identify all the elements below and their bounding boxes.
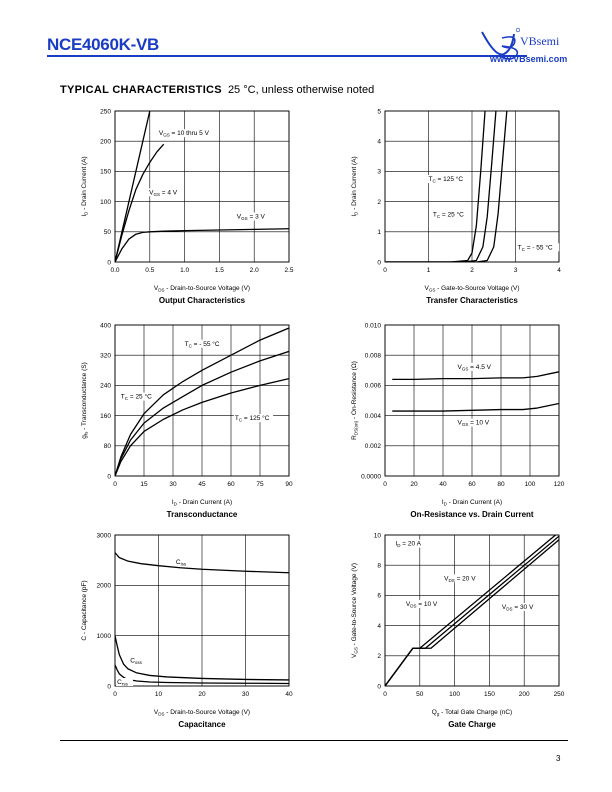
x-tick-label: 0 xyxy=(113,691,117,698)
y-tick-label: 8 xyxy=(377,562,381,570)
section-title-condition: 25 °C, unless otherwise noted xyxy=(227,84,375,96)
y-tick-label: 4 xyxy=(377,622,381,630)
x-tick-label: 1.5 xyxy=(214,267,224,274)
y-tick-label: 80 xyxy=(103,443,111,451)
header-rule xyxy=(47,55,527,57)
y-tick-label: 0.006 xyxy=(364,382,381,390)
y-tick-label: 160 xyxy=(100,412,111,420)
x-tick-label: 40 xyxy=(439,481,447,488)
chart-title: Output Characteristics xyxy=(158,296,246,305)
y-tick-label: 2 xyxy=(377,653,381,661)
series-annotation: $V_{DS} = 10$ V xyxy=(405,600,438,609)
x-axis-label: $Q_g$ - Total Gate Charge (nC) xyxy=(431,709,513,717)
x-axis-label: $I_D$ - Drain Current (A) xyxy=(171,499,233,507)
x-tick-label: 3 xyxy=(513,267,518,274)
grid xyxy=(385,325,559,476)
x-tick-label: 0.0 xyxy=(110,267,120,274)
series-annotation: $T_C$ = - 55 °C xyxy=(517,244,553,252)
x-tick-label: 4 xyxy=(557,267,561,274)
series-annotation: $T_C$ = - 55 °C xyxy=(184,340,220,349)
series-line-1 xyxy=(385,111,485,262)
x-tick-label: 75 xyxy=(256,481,264,488)
y-tick-label: 0.008 xyxy=(364,352,381,360)
section-title-bold: TYPICAL CHARACTERISTICS xyxy=(60,84,222,96)
x-tick-label: 40 xyxy=(285,691,293,698)
series-annotation: $V_{GS} = 4$ V xyxy=(149,189,178,197)
y-axis-label: $R_{DS(on)}$ - On-Resistance (Ω) xyxy=(351,361,359,440)
y-tick-label: 320 xyxy=(100,352,111,360)
y-tick-label: 3000 xyxy=(96,532,111,540)
transconductance-chart xyxy=(70,314,310,529)
series-annotation: $T_C = 125$ °C xyxy=(428,176,464,184)
y-tick-label: 0.002 xyxy=(364,443,381,451)
y-tick-label: 1 xyxy=(377,229,381,237)
footer-rule xyxy=(60,740,568,741)
x-tick-label: 100 xyxy=(524,481,536,488)
y-axis-label: $V_{GS}$ - Gate-to-Source Voltage (V) xyxy=(351,562,359,659)
series-annotation: $V_{GS} = 10$ thru 5 V xyxy=(158,130,209,138)
x-tick-label: 250 xyxy=(553,691,565,698)
x-tick-label: 20 xyxy=(410,481,418,488)
x-tick-label: 100 xyxy=(449,691,461,698)
x-tick-label: 0 xyxy=(383,691,387,698)
y-tick-label: 150 xyxy=(100,168,111,176)
x-tick-label: 1 xyxy=(426,267,431,274)
x-tick-label: 0 xyxy=(383,481,387,488)
transfer-characteristics-chart xyxy=(340,100,580,315)
y-tick-label: 3 xyxy=(377,168,381,176)
y-tick-label: 0 xyxy=(107,683,111,691)
chart-title: Gate Charge xyxy=(448,720,496,729)
x-tick-label: 0.5 xyxy=(145,267,155,274)
y-tick-label: 400 xyxy=(100,322,111,330)
series-annotation: $T_C = 25$ °C xyxy=(432,211,464,220)
series-annotation: $T_C = 25$ °C xyxy=(120,393,152,402)
series-line-1 xyxy=(392,372,559,380)
x-tick-label: 0 xyxy=(383,267,387,274)
series-annotation: $C_{oss}$ xyxy=(130,657,142,665)
section-title xyxy=(60,84,374,96)
part-number: NCE4060K-VB xyxy=(47,35,159,54)
y-tick-label: 5 xyxy=(377,108,381,116)
logo-text: VBsemi xyxy=(520,34,560,48)
series-annotation: $I_D = 20$ A xyxy=(395,540,421,549)
page-number: 3 xyxy=(556,754,561,763)
y-tick-label: 240 xyxy=(100,382,111,390)
series-annotation: $V_{GS} = 4.5$ V xyxy=(457,363,491,372)
series-line-3 xyxy=(385,535,565,686)
x-axis-label: $V_{DS}$ - Drain-to-Source Voltage (V) xyxy=(153,709,251,717)
series-line-3 xyxy=(385,111,507,262)
y-axis-label: $g_{fs}$ - Transconductance (S) xyxy=(81,362,89,439)
on-resistance-chart xyxy=(340,314,580,529)
y-axis-label: C - Capacitance (pF) xyxy=(81,580,88,641)
x-tick-label: 120 xyxy=(553,481,565,488)
y-tick-label: 2 xyxy=(377,198,381,206)
y-tick-label: 0 xyxy=(107,259,111,267)
x-tick-label: 0 xyxy=(113,481,117,488)
y-tick-label: 10 xyxy=(373,532,381,540)
gate-charge-chart xyxy=(340,524,580,739)
series-annotation: $V_{DS} = 20$ V xyxy=(444,575,476,583)
y-tick-label: 1000 xyxy=(96,632,111,640)
x-tick-label: 80 xyxy=(497,481,505,488)
company-url[interactable]: www.VBsemi.com xyxy=(490,54,568,64)
y-tick-label: 200 xyxy=(100,138,111,146)
x-tick-label: 10 xyxy=(154,691,163,698)
x-tick-label: 50 xyxy=(416,691,424,698)
series-line-3 xyxy=(115,229,289,262)
x-tick-label: 45 xyxy=(198,481,206,488)
series-annotation: $T_C = 125$ °C xyxy=(234,415,270,423)
series-annotation: $V_{DS} = 30$ V xyxy=(501,603,534,612)
y-tick-label: 50 xyxy=(103,229,111,237)
output-characteristics-chart xyxy=(70,100,310,315)
grid xyxy=(385,111,559,262)
y-tick-label: 0 xyxy=(377,683,381,691)
y-tick-label: 0.010 xyxy=(364,322,381,330)
x-tick-label: 2 xyxy=(470,267,474,274)
x-axis-label: $V_{DS}$ - Drain-to-Source Voltage (V) xyxy=(153,285,251,293)
chart-title: Transconductance xyxy=(166,510,238,519)
y-tick-label: 100 xyxy=(100,198,111,206)
series-line-2 xyxy=(115,144,164,262)
x-tick-label: 1.0 xyxy=(180,267,190,274)
y-tick-label: 0.004 xyxy=(364,412,381,420)
y-tick-label: 250 xyxy=(100,108,111,116)
x-axis-label: $I_D$ - Drain Current (A) xyxy=(441,499,503,507)
chart-title: Capacitance xyxy=(178,720,226,729)
x-axis-label: $V_{GS}$ - Gate-to-Source Voltage (V) xyxy=(424,285,520,293)
chart-title: Transfer Characteristics xyxy=(426,296,518,305)
y-tick-label: 2000 xyxy=(96,582,111,590)
x-tick-label: 30 xyxy=(241,691,250,698)
x-tick-label: 200 xyxy=(518,691,530,698)
y-tick-label: 0 xyxy=(107,473,111,481)
series-annotation: $C_{rss}$ xyxy=(117,678,128,687)
y-tick-label: 0 xyxy=(377,259,381,267)
y-tick-label: 6 xyxy=(377,592,381,600)
chart-title: On-Resistance vs. Drain Current xyxy=(410,510,534,519)
y-axis-label: $I_D$ - Drain Current (A) xyxy=(351,156,359,217)
series-annotation: $V_{GS} = 3$ V xyxy=(236,213,265,222)
x-tick-label: 60 xyxy=(468,481,476,488)
x-tick-label: 20 xyxy=(198,691,206,698)
x-tick-label: 2.0 xyxy=(249,267,259,274)
series-annotation: $V_{GS} = 10$ V xyxy=(457,419,490,428)
x-tick-label: 150 xyxy=(483,691,495,698)
series-annotation: $C_{iss}$ xyxy=(175,559,187,567)
x-tick-label: 30 xyxy=(169,481,177,488)
capacitance-chart xyxy=(70,524,310,739)
x-tick-label: 15 xyxy=(140,481,148,488)
x-tick-label: 60 xyxy=(227,481,235,488)
y-axis-label: $I_D$ - Drain Current (A) xyxy=(81,156,89,217)
x-tick-label: 90 xyxy=(285,481,293,488)
x-tick-label: 2.5 xyxy=(284,267,294,274)
y-tick-label: 4 xyxy=(377,138,381,146)
y-tick-label: 0.0000 xyxy=(361,473,381,481)
series-line-2 xyxy=(392,404,559,412)
